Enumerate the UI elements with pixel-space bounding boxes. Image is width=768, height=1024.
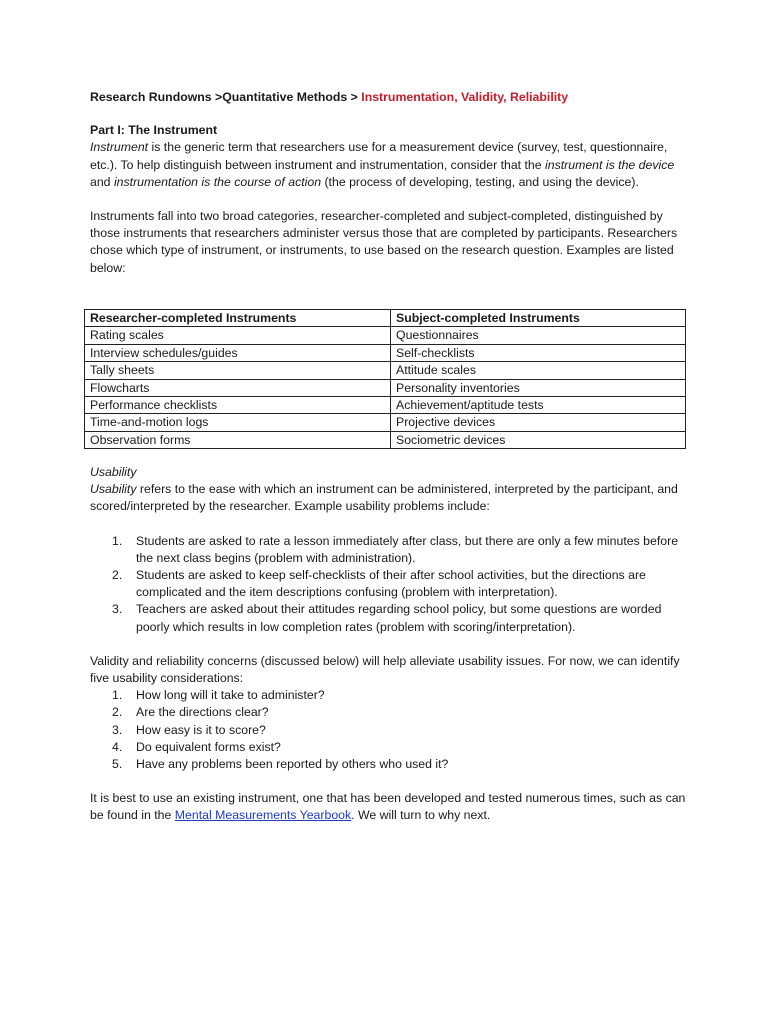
breadcrumb-section: Quantitative Methods >	[222, 90, 362, 104]
table-cell: Sociometric devices	[391, 431, 686, 448]
definition-text: refers to the ease with which an instrument can be administered, interpreted by the participant, and scored/interpreted by the researcher. Example usability problems include:	[90, 482, 678, 514]
table-cell: Flowcharts	[85, 379, 391, 396]
list-number: 3.	[112, 602, 123, 617]
table-cell: Personality inventories	[391, 379, 686, 396]
breadcrumb-current: Instrumentation, Validity, Reliability	[361, 90, 569, 104]
table-row	[85, 379, 686, 396]
list-number: 2.	[112, 705, 123, 720]
instruments-table	[84, 309, 686, 449]
table-cell: Observation forms	[85, 431, 391, 448]
list-item	[90, 739, 690, 756]
section-title: Part I: The Instrument	[90, 123, 218, 138]
intro-paragraph	[90, 139, 690, 191]
breadcrumb	[90, 89, 690, 106]
list-item	[90, 704, 690, 721]
table-cell: Self-checklists	[391, 344, 686, 361]
table-cell: Questionnaires	[391, 327, 686, 344]
list-item	[90, 687, 690, 704]
table-cell: Time-and-motion logs	[85, 414, 391, 431]
term-course-of-action: instrumentation is the course of action	[113, 174, 322, 189]
usability-problems-list	[90, 533, 690, 636]
list-number: 1.	[112, 533, 123, 548]
list-item	[90, 533, 690, 567]
table-cell: Tally sheets	[85, 362, 391, 379]
table-row	[85, 344, 686, 361]
document-page	[90, 89, 690, 277]
table-row	[85, 414, 686, 431]
intro-text: is the generic term that researchers use for a measurement device (survey, test, questionnaire, etc.). To help distinguish between instrument and instrumentation, consider that the	[90, 140, 668, 172]
table-cell: Projective devices	[391, 414, 686, 431]
list-item	[90, 601, 690, 635]
list-item	[90, 567, 690, 601]
table-row	[85, 327, 686, 344]
considerations-intro: Validity and reliability concerns (discussed below) will help alleviate usability issues. For now, we can identify five usability considerations:	[90, 653, 680, 686]
usability-definition	[90, 481, 690, 515]
table-row	[85, 431, 686, 448]
list-text: How long will it take to administer?	[136, 688, 325, 703]
header-subject-completed: Subject-completed Instruments	[391, 310, 686, 327]
table-cell: Performance checklists	[85, 397, 391, 414]
usability-considerations-list	[90, 687, 690, 773]
list-number: 3.	[112, 722, 123, 737]
list-text: Students are asked to rate a lesson immediately after class, but there are only a few minutes before the next class begins (problem with administration).	[136, 533, 679, 565]
table-cell: Rating scales	[85, 327, 391, 344]
intro-text: (the process of developing, testing, and using the device).	[321, 174, 639, 189]
table-cell: Attitude scales	[391, 362, 686, 379]
table-row	[85, 397, 686, 414]
table-cell: Interview schedules/guides	[85, 344, 391, 361]
categories-paragraph: Instruments fall into two broad categories, researcher-completed and subject-completed, distinguished by those instruments that researchers administer versus those that are completed by participants. Researchers chose which type of instrument, or instruments, to use based on the research question. Examples are listed below:	[90, 209, 678, 275]
list-number: 4.	[112, 739, 123, 754]
closing-text: It is best to use an existing instrument, one that has been developed and tested numerous times, such as can be found in the	[90, 791, 686, 823]
list-number: 1.	[112, 688, 123, 703]
intro-text: and	[90, 174, 114, 189]
closing-text: . We will turn to why next.	[351, 808, 491, 823]
table-row	[85, 362, 686, 379]
list-text: Students are asked to keep self-checklists of their after school activities, but the directions are complicated and the item descriptions confusing (problem with interpretation).	[136, 568, 646, 600]
header-researcher-completed: Researcher-completed Instruments	[85, 310, 391, 327]
list-text: How easy is it to score?	[136, 722, 266, 737]
list-item	[90, 756, 690, 773]
usability-heading: Usability	[90, 465, 137, 479]
list-text: Do equivalent forms exist?	[136, 739, 281, 754]
usability-section	[90, 464, 690, 825]
term-device: instrument is the device	[545, 157, 675, 172]
list-number: 2.	[112, 568, 123, 583]
list-number: 5.	[112, 757, 123, 772]
mental-measurements-yearbook-link[interactable]: Mental Measurements Yearbook	[174, 808, 352, 823]
breadcrumb-root: Research Rundowns >	[90, 90, 223, 104]
list-item	[90, 722, 690, 739]
list-text: Teachers are asked about their attitudes regarding school policy, but some questions are worded poorly which results in low completion rates (problem with scoring/interpretation).	[136, 602, 662, 634]
closing-paragraph	[90, 790, 690, 824]
table-header-row	[85, 310, 686, 327]
list-text: Have any problems been reported by others who used it?	[136, 757, 449, 772]
list-text: Are the directions clear?	[136, 705, 269, 720]
table-cell: Achievement/aptitude tests	[391, 397, 686, 414]
term-instrument: Instrument	[90, 140, 149, 155]
term-usability: Usability	[90, 482, 137, 497]
